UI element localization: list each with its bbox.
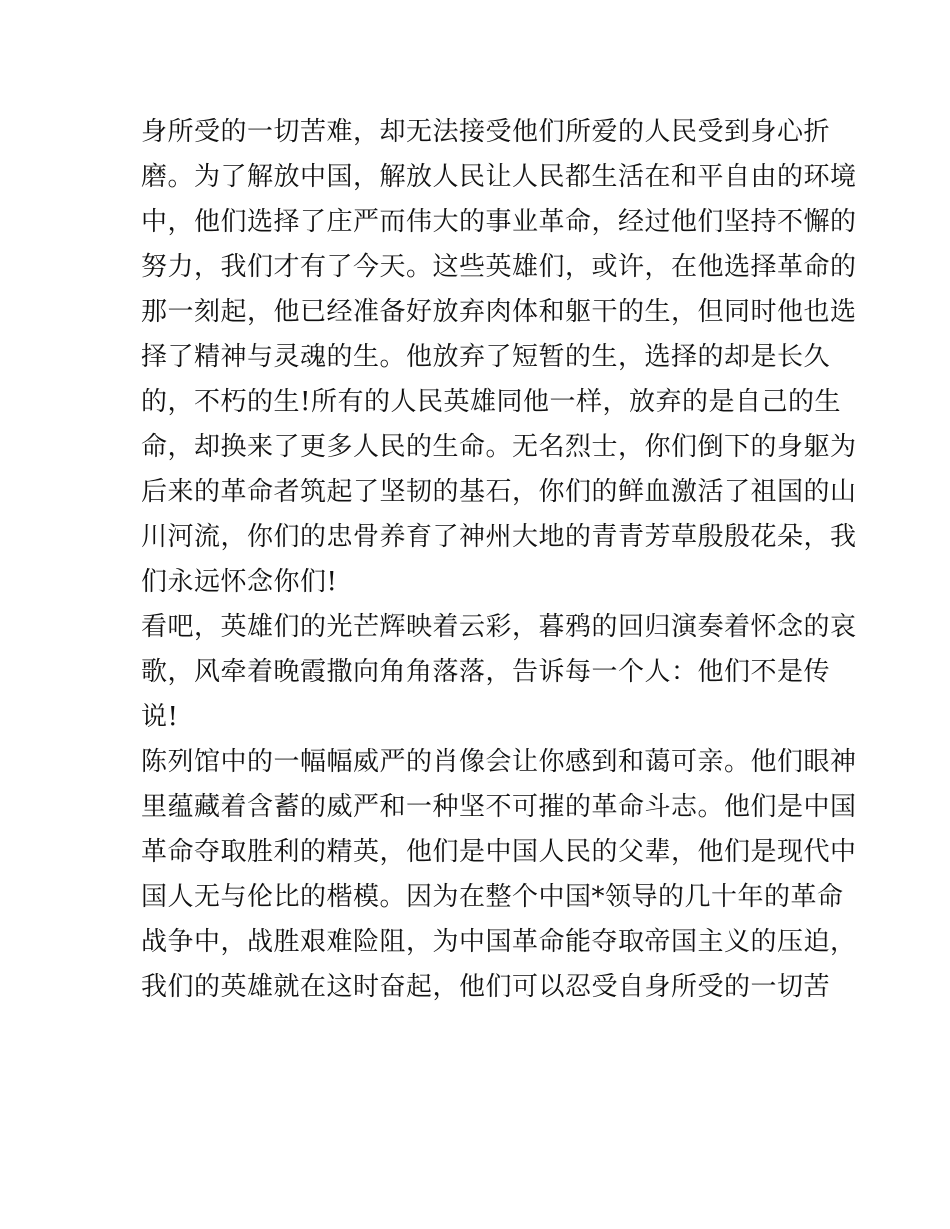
text-line: 磨。为了解放中国，解放人民让人民都生活在和平自由的环境 — [141, 162, 857, 192]
text-line: 说! — [141, 702, 179, 732]
document-body — [141, 110, 857, 1010]
text-line: 努力，我们才有了今天。这些英雄们，或许，在他选择革命的 — [141, 252, 857, 282]
text-line: 们永远怀念你们! — [141, 567, 338, 597]
text-line: 命，却换来了更多人民的生命。无名烈士，你们倒下的身躯为 — [141, 432, 857, 462]
text-line: 身所受的一切苦难，却无法接受他们所爱的人民受到身心折 — [141, 117, 831, 147]
text-line: 川河流，你们的忠骨养育了神州大地的青青芳草殷殷花朵，我 — [141, 522, 857, 552]
text-line: 歌，风牵着晚霞撒向角角落落，告诉每一个人：他们不是传 — [141, 657, 831, 687]
text-line: 革命夺取胜利的精英，他们是中国人民的父辈，他们是现代中 — [141, 837, 857, 867]
text-line: 里蕴藏着含蓄的威严和一种坚不可摧的革命斗志。他们是中国 — [141, 792, 857, 822]
text-line: 看吧，英雄们的光芒辉映着云彩，暮鸦的回归演奏着怀念的哀 — [141, 612, 857, 642]
text-line: 的，不朽的生!所有的人民英雄同他一样，放弃的是自己的生 — [141, 387, 841, 417]
text-line: 择了精神与灵魂的生。他放弃了短暂的生，选择的却是长久 — [141, 342, 831, 372]
text-line: 后来的革命者筑起了坚韧的基石，你们的鲜血激活了祖国的山 — [141, 477, 857, 507]
text-line: 那一刻起，他已经准备好放弃肉体和躯干的生，但同时他也选 — [141, 297, 857, 327]
text-line: 战争中，战胜艰难险阻，为中国革命能夺取帝国主义的压迫， — [141, 927, 857, 957]
text-line: 我们的英雄就在这时奋起，他们可以忍受自身所受的一切苦 — [141, 972, 831, 1002]
text-line: 国人无与伦比的楷模。因为在整个中国*领导的几十年的革命 — [141, 882, 844, 912]
text-line: 中，他们选择了庄严而伟大的事业革命，经过他们坚持不懈的 — [141, 207, 857, 237]
text-line: 陈列馆中的一幅幅威严的肖像会让你感到和蔼可亲。他们眼神 — [141, 747, 857, 777]
